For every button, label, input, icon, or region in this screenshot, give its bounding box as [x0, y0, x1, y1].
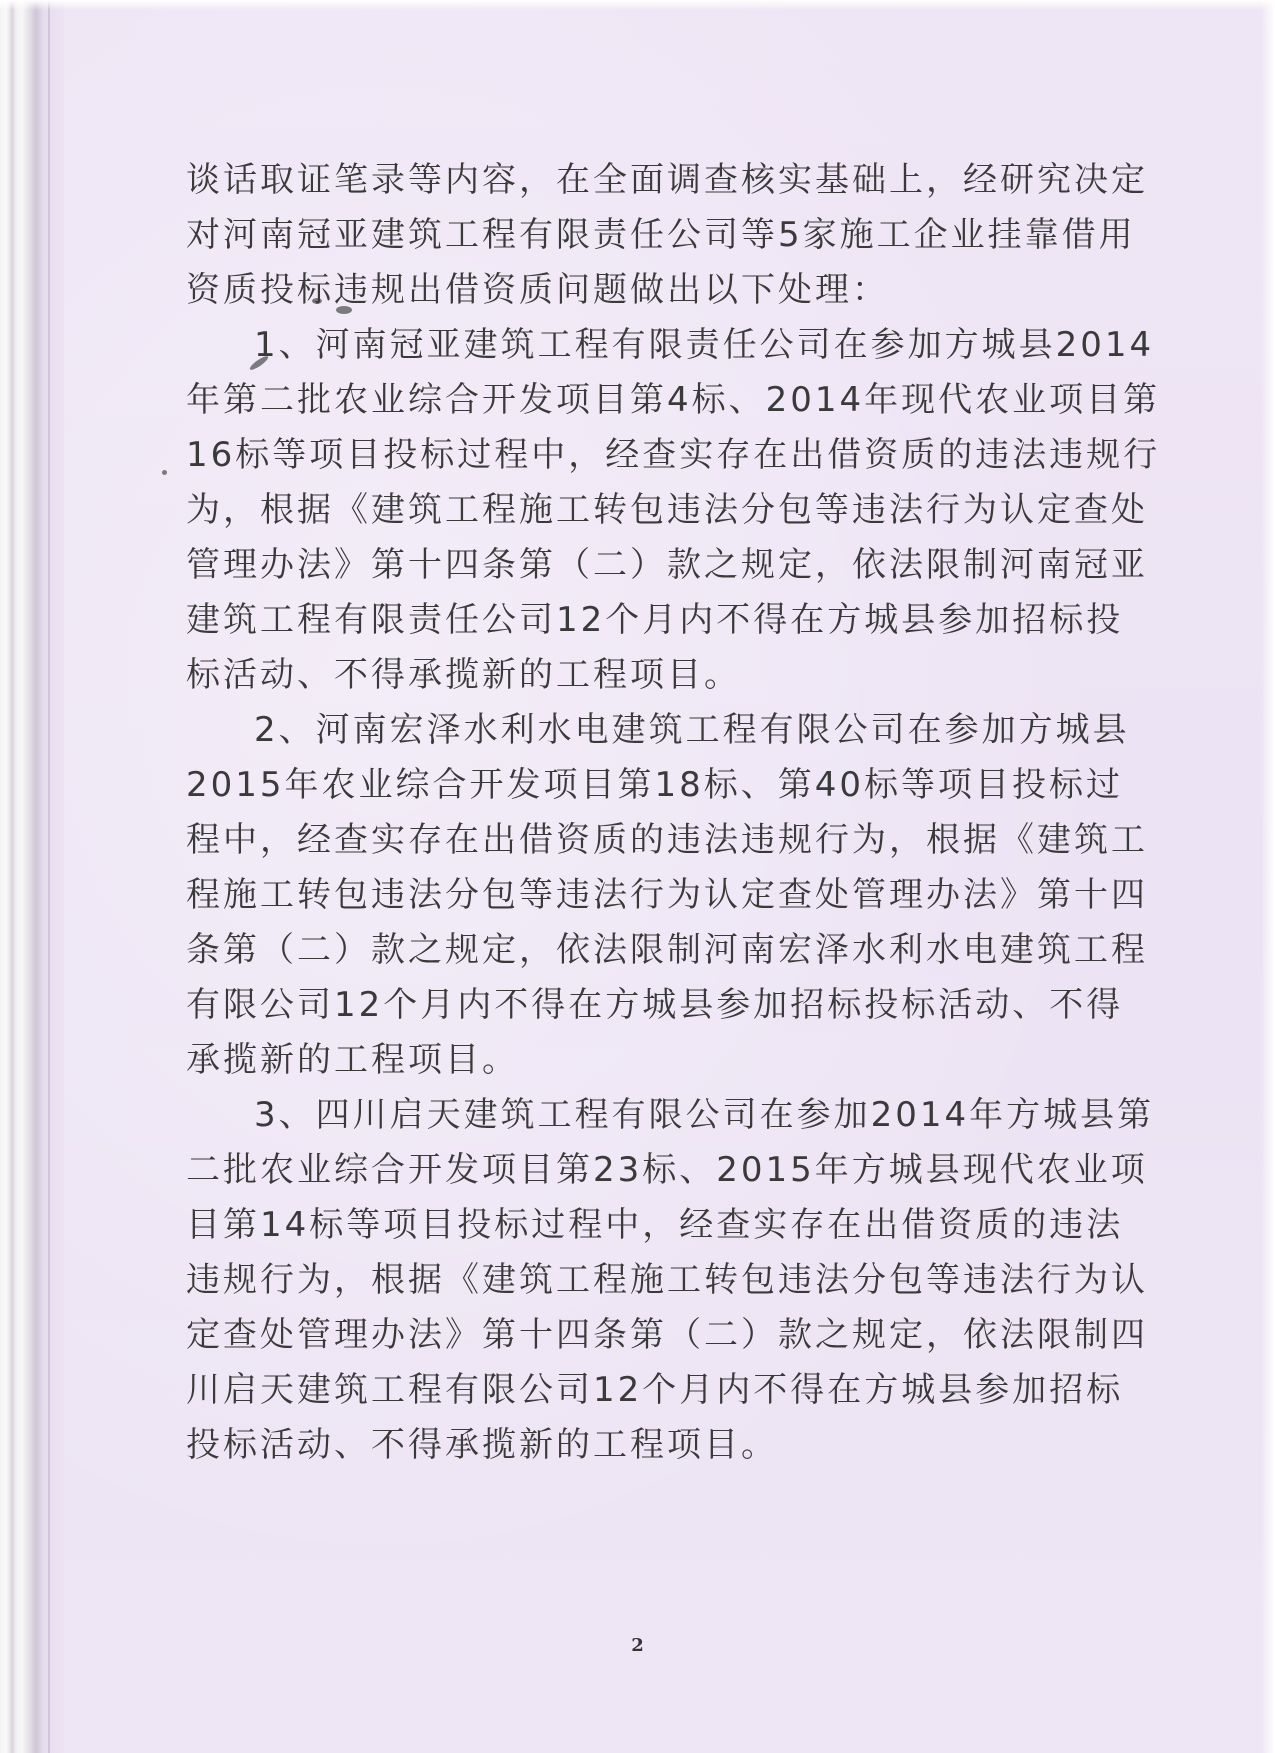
text-line: 资质投标违规出借资质问题做出以下处理： [186, 270, 889, 310]
text-line: 定查处管理办法》第十四条第（二）款之规定，依法限制四 [186, 1315, 1148, 1355]
text-line: 管理办法》第十四条第（二）款之规定，依法限制河南冠亚 [186, 545, 1148, 585]
text-line: 16标等项目投标过程中，经查实存在出借资质的违法违规行 [186, 435, 1161, 475]
text-line: 目第14标等项目投标过程中，经查实存在出借资质的违法 [186, 1205, 1124, 1245]
text-line: 2015年农业综合开发项目第18标、第40标等项目投标过 [186, 765, 1124, 805]
binding-edge [0, 0, 64, 1753]
text-line: 建筑工程有限责任公司12个月内不得在方城县参加招标投 [186, 600, 1124, 640]
top-edge [0, 0, 1275, 10]
text-line: 有限公司12个月内不得在方城县参加招标投标活动、不得 [186, 985, 1124, 1025]
text-line: 年第二批农业综合开发项目第4标、2014年现代农业项目第 [186, 380, 1161, 420]
text-line: 1、河南冠亚建筑工程有限责任公司在参加方城县2014 [254, 325, 1155, 365]
text-line: 二批农业综合开发项目第23标、2015年方城县现代农业项 [186, 1150, 1148, 1190]
text-line: 违规行为，根据《建筑工程施工转包违法分包等违法行为认 [186, 1260, 1148, 1300]
text-line: 条第（二）款之规定，依法限制河南宏泽水利水电建筑工程 [186, 930, 1148, 970]
text-line: 川启天建筑工程有限公司12个月内不得在方城县参加招标 [186, 1370, 1124, 1410]
text-line: 标活动、不得承揽新的工程项目。 [186, 655, 741, 695]
binding-fold-line [48, 0, 50, 1753]
text-line: 程施工转包违法分包等违法行为认定查处管理办法》第十四 [186, 875, 1148, 915]
text-line: 承揽新的工程项目。 [186, 1040, 519, 1080]
text-line: 程中，经查实存在出借资质的违法违规行为，根据《建筑工 [186, 820, 1148, 860]
text-line: 为，根据《建筑工程施工转包违法分包等违法行为认定查处 [186, 490, 1148, 530]
right-edge [1261, 0, 1275, 1753]
page-number: 2 [631, 1635, 644, 1656]
text-line: 投标活动、不得承揽新的工程项目。 [186, 1425, 778, 1465]
ink-smudge [162, 470, 167, 475]
text-line: 3、四川启天建筑工程有限公司在参加2014年方城县第 [254, 1095, 1155, 1135]
text-line: 谈话取证笔录等内容，在全面调查核实基础上，经研究决定 [186, 160, 1148, 200]
text-line: 2、河南宏泽水利水电建筑工程有限公司在参加方城县 [254, 710, 1130, 750]
text-line: 对河南冠亚建筑工程有限责任公司等5家施工企业挂靠借用 [186, 215, 1136, 255]
